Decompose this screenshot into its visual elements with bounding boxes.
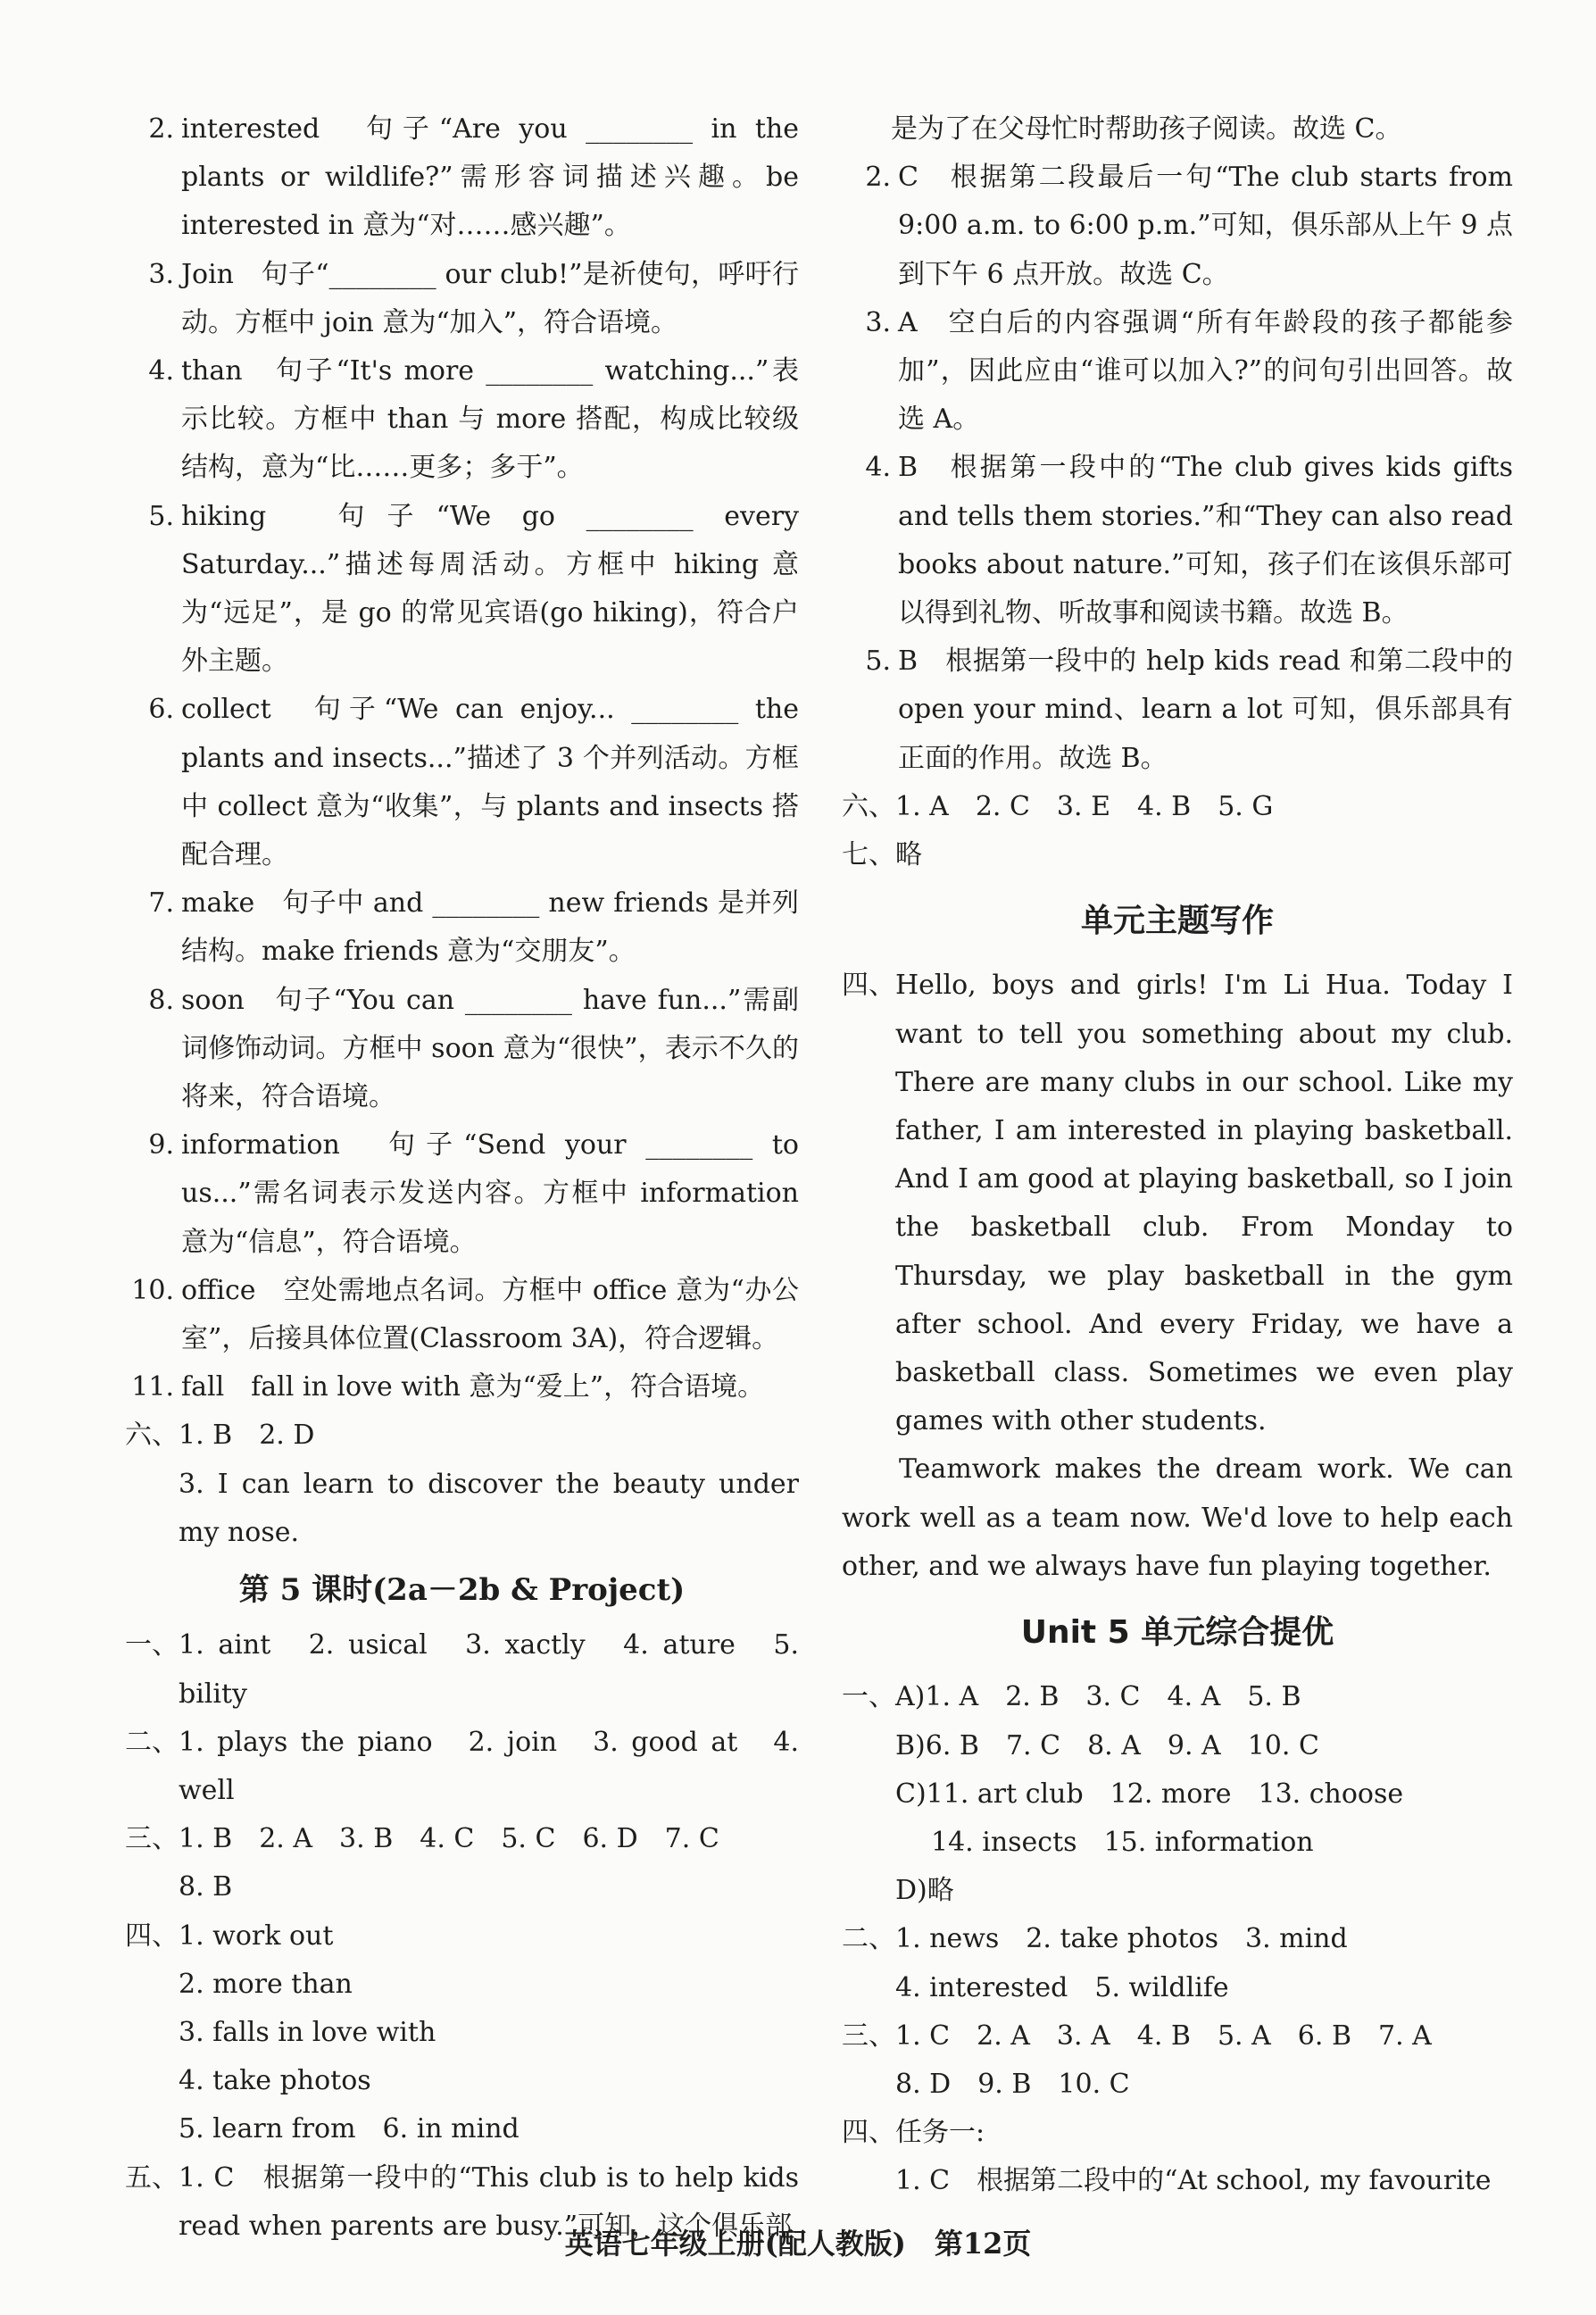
answer-item: 5. B 根据第一段中的 help kids read 和第二段中的 open your mind、learn a lot 可知，俱乐部具有正面的作用。故选 B。 [865,645,1513,774]
section-five-answers: 五、 1. C 根据第一段中的“This club is to help kids read when parents are busy.”可知，这个俱乐部 [125,2161,799,2242]
answer-item: 10. office 空处需地点名词。方框中 office 意为“办公室”，后接具体位置(Classroom 3A)，符合逻辑。 [131,1274,799,1355]
section-six-answers: 六、 1. A 2. C 3. E 4. B 5. G [842,790,1274,822]
section-three-answers: 三、 1. B 2. A 3. B 4. C 5. C 6. D 7. C 8. B [125,1823,719,1903]
essay-paragraph: Teamwork makes the dream work. We can work well as a team now. We'd love to help each other, and we always have fun playing together. [842,1453,1513,1582]
answer-item: 9. information 句子“Send your ________ to us...”需名词表示发送内容。方框中 information 意为“信息”，符合语境。 [148,1129,799,1258]
page-footer: 英语七年级上册(配人教版) 第12页 [564,2227,1032,2261]
answer-item: 2. C 根据第二段最后一句“The club starts from 9:00 a.m. to 6:00 p.m.”可知，俱乐部从上午 9 点到下午 6 点开放。故选 C。 [865,162,1513,290]
answer-item: 3. A 空白后的内容强调“所有年龄段的孩子都能参加”，因此应由“谁可以加入?”的问句引出回答。故选 A。 [865,306,1513,436]
answer-item: 4. than 句子“It's more ________ watching...”表示比较。方框中 than 与 more 搭配，构成比较级结构，意为“比……更多；多于”。 [148,355,799,484]
answer-item: 8. soon 句子“You can ________ have fun...”需副词修饰动词。方框中 soon 意为“很快”，表示不久的将来，符合语境。 [148,984,799,1113]
answer-item: 6. collect 句子“We can enjoy... ________ the plants and insects...”描述了 3 个并列活动。方框中 collect 意为“收集”，与 plants and insects 搭配合理。 [148,694,799,871]
sample-essay: 四、 Hello, boys and girls! I'm Li Hua. Today I want to tell you something about my club. There are many clubs in our school. Like my father, I am interested in playing basketball. And I am good at playing basketball, so I join the basketball club. From Monday to Thursday, we play basketball in the gym after school. And every Friday, we have a basketball class. Sometimes we even play games with other students. [842,962,1513,1445]
unit-title: Unit 5 单元综合提优 [1020,1614,1334,1652]
section-one-answers: 一、 1. aint 2. usical 3. xactly 4. ature 5. bility [125,1629,799,1710]
section-seven-answers: 七、 略 [842,839,922,871]
answer-item: 7. make 句子中 and ________ new friends 是并列结构。make friends 意为“交朋友”。 [148,887,799,968]
section-six-answers: 六、 1. B 2. D 3. I can learn to discover the beauty under my nose. [125,1420,799,1548]
answer-item: 2. interested 句子“Are you ________ in the plants or wildlife?”需形容词描述兴趣。be interested in 意为“对……感兴趣”。 [148,113,799,242]
unit-section-four: 四、 任务一: 1. C 根据第二段中的“At school, my favourite [842,2117,1492,2197]
fill-blank-explanations [125,105,799,1411]
answer-item: 5. hiking 句子“We go ________ every Saturday...”描述每周活动。方框中 hiking 意为“远足”，是 go 的常见宾语(go hiking)，符合户外主题。 [148,500,799,678]
writing-title: 单元主题写作 [1080,903,1274,940]
unit-section-two: 二、 1. news 2. take photos 3. mind 4. interested 5. wildlife [842,1923,1348,2003]
lesson-title: 第 5 课时(2a－2b & Project) [238,1572,686,1609]
right-column [842,105,1513,2206]
section-four-answers: 四、 1. work out 2. more than 3. falls in love with 4. take photos 5. learn from 6. in mind [125,1919,520,2145]
answer-item: 4. B 根据第一段中的“The club gives kids gifts and tells them stories.”和“They can also read books about nature.”可知，孩子们在该俱乐部可以得到礼物、听故事和阅读书籍。故选 B。 [865,452,1513,629]
essay-paragraph: Hello, boys and girls! I'm Li Hua. Today I want to tell you something about my club. There are many clubs in our school. Like my father, I am interested in playing basketball. And I am good at playing basketball, so I join the basketball club. From Monday to Thursday, we play basketball in the gym after school. And every Friday, we have a basketball class. Sometimes we even play games with other students. [895,970,1513,1437]
answer-item: 11. fall fall in love with 意为“爱上”，符合语境。 [131,1371,765,1403]
unit-section-one: 一、 A)1. A 2. B 3. C 4. A 5. B B)6. B 7. C 8. A 9. A 10. C C)11. art club 12. more 13. choose 14. insects 15. information D)略 [842,1681,1404,1907]
section-two-answers: 二、 1. plays the piano 2. join 3. good at 4. well [125,1726,799,1806]
answer-item: 3. Join 句子“________ our club!”是祈使句，呼吁行动。方框中 join 意为“加入”，符合语境。 [148,258,799,338]
continued-text: 是为了在父母忙时帮助孩子阅读。故选 C。 [891,113,1402,145]
left-column [125,105,799,2251]
unit-section-three: 三、 1. C 2. A 3. A 4. B 5. A 6. B 7. A 8. D 9. B 10. C [842,2019,1432,2100]
